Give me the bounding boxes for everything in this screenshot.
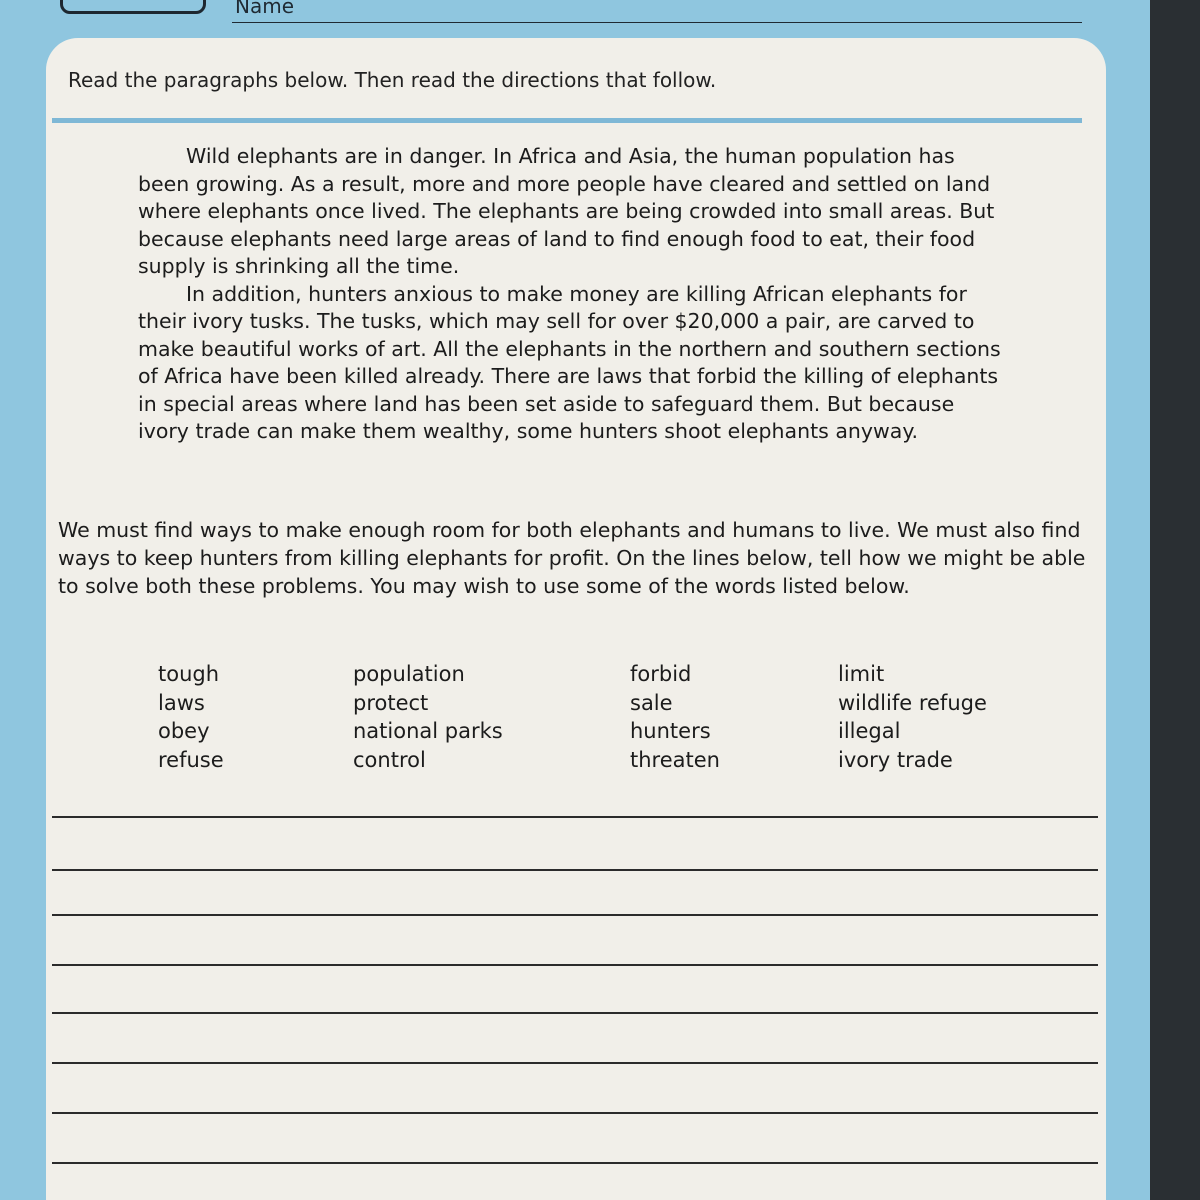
word-bank-word: laws xyxy=(158,690,205,715)
passage-paragraph-2: In addition, hunters anxious to make money are killing African elephants for their ivory tusks. The tusks, which may sell for over $20,000 a pair, are carved to make beautiful works of art. All the elephants in the northern and southern sections of Africa have been killed already. There are laws that forbid the killing of elephants in special areas where land has been set aside to safeguard them. But because ivory trade can make them wealthy, some hunters shoot elephants anyway. xyxy=(138,281,1001,443)
word-bank-word: wildlife refuge xyxy=(838,690,987,715)
word-bank-word: tough xyxy=(158,662,220,686)
word-bank-word: sale xyxy=(630,690,673,715)
word-bank-word: ivory trade xyxy=(838,747,953,772)
passage-paragraph-1: Wild elephants are in danger. In Africa and Asia, the human population has been growing. As a result, more and more people have cleared and settled on land where elephants once lived. The elephants are being crowded into small areas. But because elephants need large areas of land to find enough food to eat, their food supply is shrinking all the time. xyxy=(138,144,995,278)
directions-text: We must find ways to make enough room for both elephants and humans to live. We must also find ways to keep hunters from killing elephants for profit. On the lines below, tell how we might be able to solve both these problems. You may wish to use some of the words listed below. xyxy=(58,518,1086,598)
answer-line[interactable] xyxy=(52,964,1098,966)
word-bank-column-2 xyxy=(353,660,503,774)
word-bank-column-4 xyxy=(838,660,987,774)
word-bank-word: threaten xyxy=(630,747,720,772)
answer-line[interactable] xyxy=(52,1012,1098,1014)
reading-passage xyxy=(138,143,1008,446)
word-bank-word: hunters xyxy=(630,719,711,743)
answer-line[interactable] xyxy=(52,816,1098,818)
word-bank-word: forbid xyxy=(630,662,692,686)
word-bank-word: refuse xyxy=(158,747,224,772)
name-label: Name xyxy=(235,0,295,18)
answer-line[interactable] xyxy=(52,1112,1098,1114)
word-bank-word: limit xyxy=(838,662,885,686)
answer-line[interactable] xyxy=(52,1162,1098,1164)
header-rule xyxy=(52,118,1082,123)
instructions-text: Read the paragraphs below. Then read the directions that follow. xyxy=(68,68,717,92)
word-bank-column-1 xyxy=(158,660,224,774)
word-bank-word: control xyxy=(353,747,426,772)
page-tab xyxy=(60,0,206,14)
word-bank-word: illegal xyxy=(838,719,901,743)
word-bank xyxy=(158,660,1058,780)
word-bank-word: obey xyxy=(158,719,210,743)
word-bank-word: protect xyxy=(353,690,429,715)
word-bank-column-3 xyxy=(630,660,720,774)
name-line xyxy=(232,22,1082,23)
answer-line[interactable] xyxy=(52,914,1098,916)
word-bank-word: national parks xyxy=(353,719,503,743)
answer-line[interactable] xyxy=(52,1062,1098,1064)
worksheet xyxy=(46,38,1106,1200)
answer-line[interactable] xyxy=(52,869,1098,871)
word-bank-word: population xyxy=(353,662,465,686)
